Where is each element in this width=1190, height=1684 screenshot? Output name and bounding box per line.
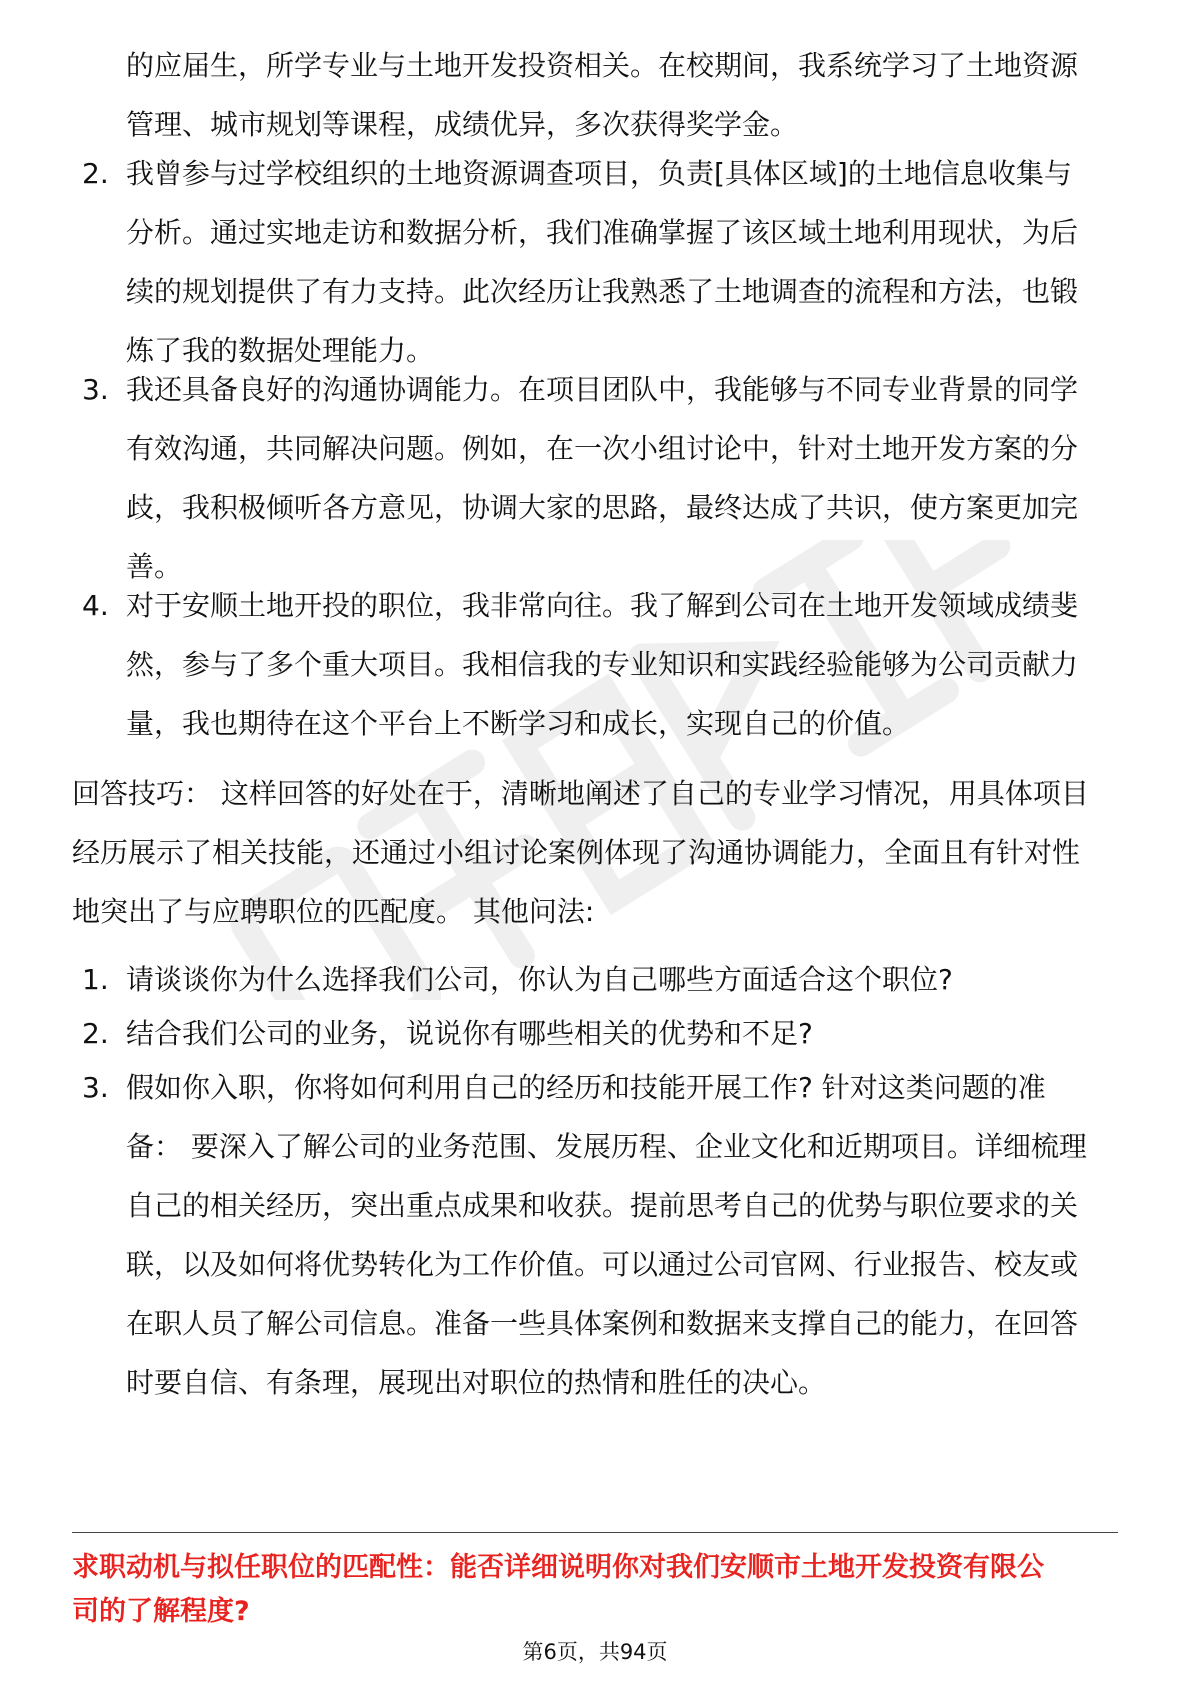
list-number: 2. — [82, 1017, 109, 1050]
list-line: 炼了我的数据处理能力。 — [126, 334, 435, 367]
list-item-text — [126, 360, 1078, 596]
question-line: 求职动机与拟任职位的匹配性：能否详细说明你对我们安顺市土地开发投资有限公 — [72, 1552, 1044, 1583]
list-line: 时要自信、有条理，展现出对职位的热情和胜任的决心。 — [126, 1366, 827, 1399]
list-line: 我还具备良好的沟通协调能力。在项目团队中，我能够与不同专业背景的同学 — [126, 373, 1079, 406]
list-item-text — [126, 950, 953, 1009]
list-line: 自己的相关经历，突出重点成果和收获。提前思考自己的优势与职位要求的关 — [126, 1189, 1079, 1222]
list-line: 结合我们公司的业务，说说你有哪些相关的优势和不足? — [126, 1017, 813, 1050]
list-line: 善。 — [126, 550, 183, 583]
list-item-text — [126, 576, 1078, 753]
list-line: 假如你入职，你将如何利用自己的经历和技能开展工作? 针对这类问题的准 — [126, 1071, 1046, 1104]
tips-line: 地突出了与应聘职位的匹配度。 其他问法: — [72, 895, 595, 928]
list-number: 2. — [82, 157, 109, 190]
question-line: 司的了解程度? — [72, 1596, 250, 1627]
section-divider — [72, 1532, 1118, 1533]
list-line: 有效沟通，共同解决问题。例如，在一次小组讨论中，针对土地开发方案的分 — [126, 432, 1079, 465]
list-line: 备： 要深入了解公司的业务范围、发展历程、企业文化和近期项目。详细梳理 — [126, 1130, 1087, 1163]
tips-line: 回答技巧： 这样回答的好处在于，清晰地阐述了自己的专业学习情况，用具体项目 — [72, 777, 1089, 810]
tips-paragraph — [72, 764, 1089, 941]
intro-line: 的应届生，所学专业与土地开发投资相关。在校期间，我系统学习了土地资源 — [126, 49, 1079, 82]
list-line: 量，我也期待在这个平台上不断学习和成长，实现自己的价值。 — [126, 707, 911, 740]
tips-line: 经历展示了相关技能，还通过小组讨论案例体现了沟通协调能力，全面且有针对性 — [72, 836, 1081, 869]
intro-line: 管理、城市规划等课程，成绩优异，多次获得奖学金。 — [126, 108, 799, 141]
list-number: 3. — [82, 373, 109, 406]
list-line: 联，以及如何将优势转化为工作价值。可以通过公司官网、行业报告、校友或 — [126, 1248, 1079, 1281]
intro-paragraph — [126, 36, 1078, 154]
list-line: 续的规划提供了有力支持。此次经历让我熟悉了土地调查的流程和方法，也锻 — [126, 275, 1079, 308]
list-line: 在职人员了解公司信息。准备一些具体案例和数据来支撑自己的能力，在回答 — [126, 1307, 1079, 1340]
list-line: 我曾参与过学校组织的土地资源调查项目，负责[具体区域]的土地信息收集与 — [126, 157, 1072, 190]
list-line: 分析。通过实地走访和数据分析，我们准确掌握了该区域土地利用现状，为后 — [126, 216, 1079, 249]
list-line: 然，参与了多个重大项目。我相信我的专业知识和实践经验能够为公司贡献力 — [126, 648, 1079, 681]
page-number: 第6页，共94页 — [522, 1640, 668, 1664]
list-item-text — [126, 144, 1078, 380]
list-line: 歧，我积极倾听各方意见，协调大家的思路，最终达成了共识，使方案更加完 — [126, 491, 1079, 524]
list-number: 4. — [82, 589, 109, 622]
list-line: 请谈谈你为什么选择我们公司，你认为自己哪些方面适合这个职位? — [126, 963, 953, 996]
next-question-heading — [72, 1546, 1044, 1634]
list-item-text — [126, 1004, 813, 1063]
list-line: 对于安顺土地开投的职位，我非常向往。我了解到公司在土地开发领域成绩斐 — [126, 589, 1079, 622]
list-item-text — [126, 1058, 1087, 1412]
list-number: 1. — [82, 963, 109, 996]
list-number: 3. — [82, 1071, 109, 1104]
